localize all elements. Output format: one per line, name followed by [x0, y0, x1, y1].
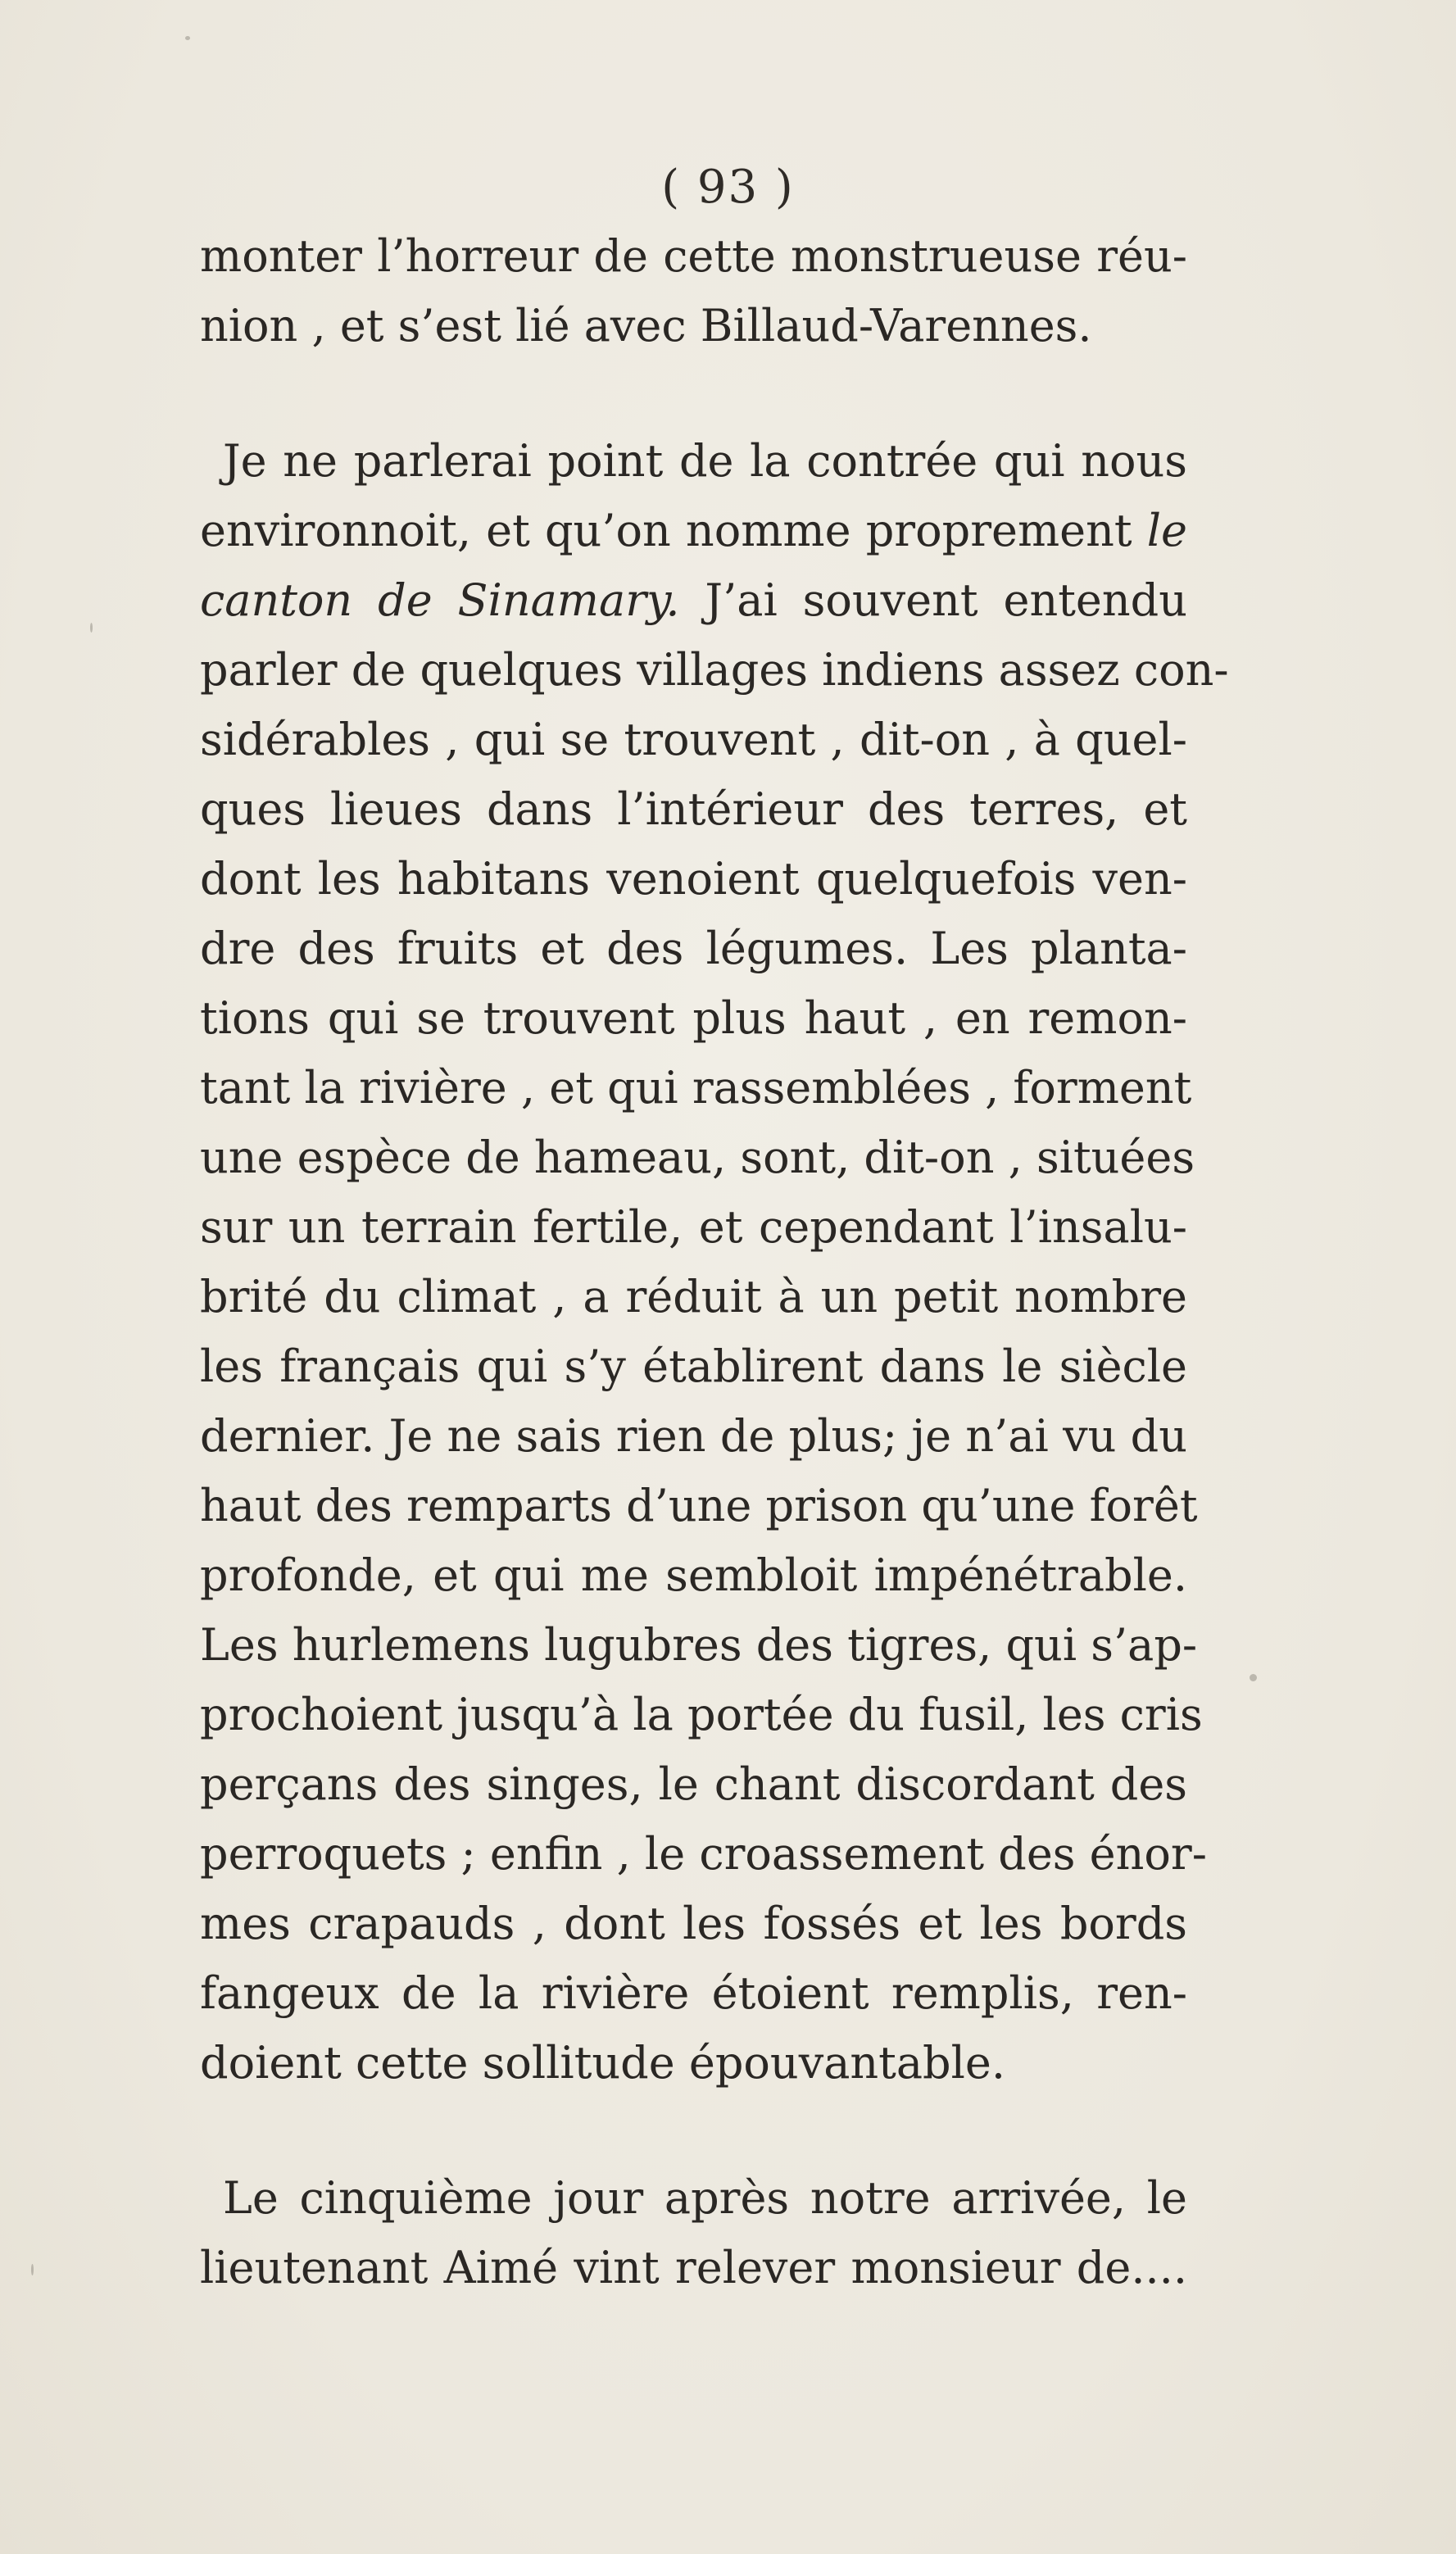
paper-speck	[31, 2264, 34, 2275]
text-line	[200, 496, 1187, 565]
body-text	[200, 221, 1229, 2302]
italic-text: le	[1146, 505, 1187, 556]
text-line: Je ne parlerai point de la contrée qui nous	[223, 435, 1187, 487]
text-line: dre des fruits et des légumes. Les planta-	[200, 923, 1187, 974]
text-line: mes crapauds , dont les fossés et les bords	[200, 1898, 1187, 1949]
text-line: profonde, et qui me sembloit impénétrable.	[200, 1549, 1187, 1601]
text-line: parler de quelques villages indiens assez con-	[200, 644, 1229, 696]
text-line: Le cinquième jour après notre arrivée, le	[223, 2172, 1187, 2224]
text-line	[200, 565, 1187, 635]
text-line: les français qui s’y établirent dans le siècle	[200, 1341, 1187, 1392]
paper-speck	[90, 623, 93, 633]
text-line: lieutenant Aimé vint relever monsieur de....	[200, 2242, 1187, 2293]
text-line: haut des remparts d’une prison qu’une forêt	[200, 1480, 1198, 1531]
text-line: ques lieues dans l’intérieur des terres, et	[200, 783, 1187, 835]
paper-speck	[185, 36, 190, 40]
text-line: nion , et s’est lié avec Billaud-Varennes.	[200, 300, 1092, 352]
page-number: ( 93 )	[661, 161, 795, 214]
text-segment: J’ai souvent entendu	[679, 574, 1187, 626]
paper-speck	[1250, 1674, 1257, 1681]
text-line: perçans des singes, le chant discordant des	[200, 1758, 1187, 1810]
text-line: dernier. Je ne sais rien de plus; je n’ai vu du	[200, 1410, 1187, 1462]
text-line: Les hurlemens lugubres des tigres, qui s’ap-	[200, 1619, 1198, 1671]
text-line: sur un terrain fertile, et cependant l’insalu-	[200, 1201, 1187, 1253]
text-line: monter l’horreur de cette monstrueuse réu-	[200, 230, 1187, 282]
text-line: prochoient jusqu’à la portée du fusil, les cris	[200, 1689, 1203, 1740]
text-line: perroquets ; enfin , le croassement des énor-	[200, 1828, 1207, 1880]
text-line: dont les habitans venoient quelquefois ven-	[200, 853, 1187, 905]
text-segment: environnoit, et qu’on nomme proprement	[200, 505, 1147, 556]
text-line: doient cette sollitude épouvantable.	[200, 2037, 1006, 2089]
text-line: fangeux de la rivière étoient remplis, ren-	[200, 1967, 1187, 2019]
text-line: tant la rivière , et qui rassemblées , forment	[200, 1062, 1192, 1114]
text-line: sidérables , qui se trouvent , dit-on , à quel-	[200, 714, 1187, 765]
text-line: tions qui se trouvent plus haut , en remon-	[200, 992, 1187, 1044]
italic-text: canton de Sinamary.	[200, 574, 680, 626]
text-line: une espèce de hameau, sont, dit-on , situées	[200, 1132, 1195, 1183]
text-line: brité du climat , a réduit à un petit nombre	[200, 1271, 1187, 1322]
